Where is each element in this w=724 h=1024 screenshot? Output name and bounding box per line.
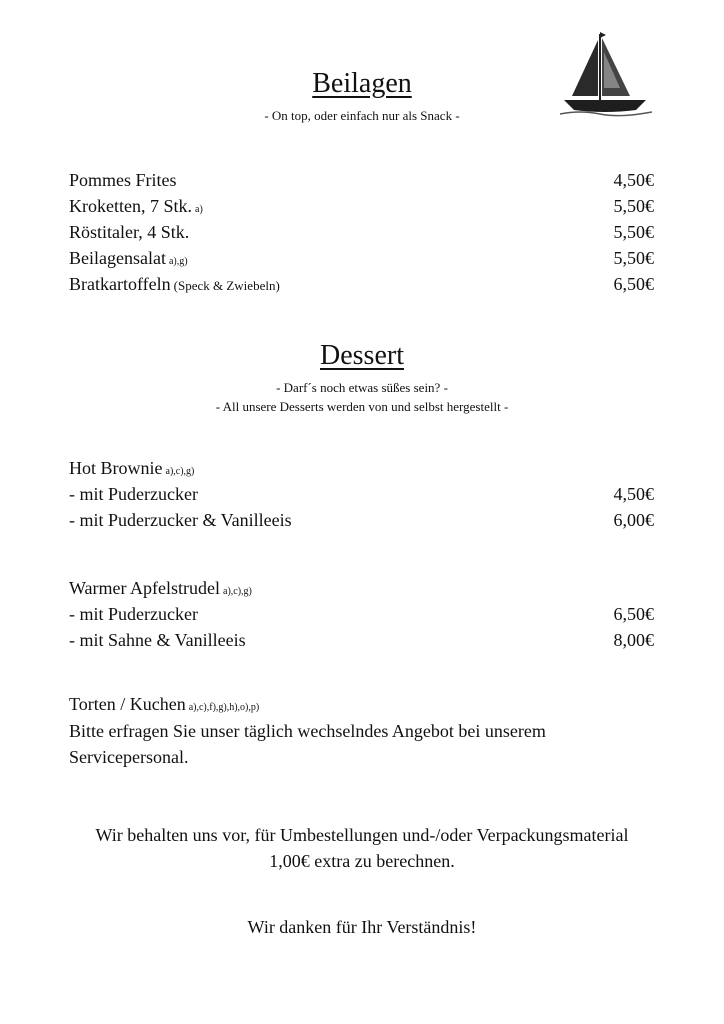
item-name: Warmer Apfelstrudel xyxy=(69,578,220,598)
item-name: Kroketten, 7 Stk. xyxy=(69,196,192,216)
item-allergens: a),c),g) xyxy=(223,586,252,597)
item-allergens: a),g) xyxy=(168,256,188,267)
item-name: Pommes Frites xyxy=(69,170,177,190)
dessert-group-title xyxy=(69,458,654,484)
menu-item xyxy=(69,604,654,630)
dessert-subtitle-note: - All unsere Desserts werden von und selbst hergestellt - xyxy=(215,399,509,414)
item-allergens: a),c),f),g),h),o),p) xyxy=(188,702,260,713)
item-note: (Speck & Zwiebeln) xyxy=(173,278,280,293)
item-price: 6,50€ xyxy=(613,274,654,294)
item-price: 5,50€ xyxy=(613,222,654,242)
item-allergens: a) xyxy=(195,204,203,215)
option-label: - mit Puderzucker xyxy=(69,484,198,504)
item-name: Torten / Kuchen xyxy=(69,694,186,714)
dessert-title: Dessert xyxy=(320,340,404,371)
footer-thanks: Wir danken für Ihr Verständnis! xyxy=(247,917,477,937)
option-label: - mit Sahne & Vanilleeis xyxy=(69,630,246,650)
item-price: 5,50€ xyxy=(613,196,654,216)
menu-item xyxy=(69,248,654,274)
item-name: Hot Brownie xyxy=(69,458,163,478)
footer-notice: Wir behalten uns vor, für Umbestellungen und-/oder Verpackungsmaterial xyxy=(95,825,629,845)
dessert-subtitle: - Darf´s noch etwas süßes sein? - xyxy=(276,380,448,395)
menu-item xyxy=(69,484,654,510)
menu-item xyxy=(69,274,654,300)
beilagen-title: Beilagen xyxy=(312,68,412,99)
dessert-group-title xyxy=(69,578,654,604)
item-price: 6,00€ xyxy=(613,510,654,530)
item-name: Beilagensalat xyxy=(69,248,166,268)
menu-item xyxy=(69,630,654,656)
beilagen-subtitle: - On top, oder einfach nur als Snack - xyxy=(264,108,460,123)
item-price: 5,50€ xyxy=(613,248,654,268)
item-name: Röstitaler, 4 Stk. xyxy=(69,222,190,242)
menu-item xyxy=(69,510,654,536)
option-label: - mit Puderzucker xyxy=(69,604,198,624)
torten-description: Bitte erfragen Sie unser täglich wechselndes Angebot bei unserem Servicepersonal. xyxy=(69,721,546,767)
dessert-group-title xyxy=(69,694,654,720)
item-price: 6,50€ xyxy=(613,604,654,624)
menu-item xyxy=(69,222,654,248)
footer-notice-price: 1,00€ extra zu berechnen. xyxy=(269,851,455,871)
item-price: 8,00€ xyxy=(613,630,654,650)
option-label: - mit Puderzucker & Vanilleeis xyxy=(69,510,292,530)
item-name: Bratkartoffeln xyxy=(69,274,171,294)
menu-item xyxy=(69,170,654,196)
item-price: 4,50€ xyxy=(613,484,654,504)
item-allergens: a),c),g) xyxy=(165,466,195,477)
item-price: 4,50€ xyxy=(613,170,654,190)
menu-item xyxy=(69,196,654,222)
